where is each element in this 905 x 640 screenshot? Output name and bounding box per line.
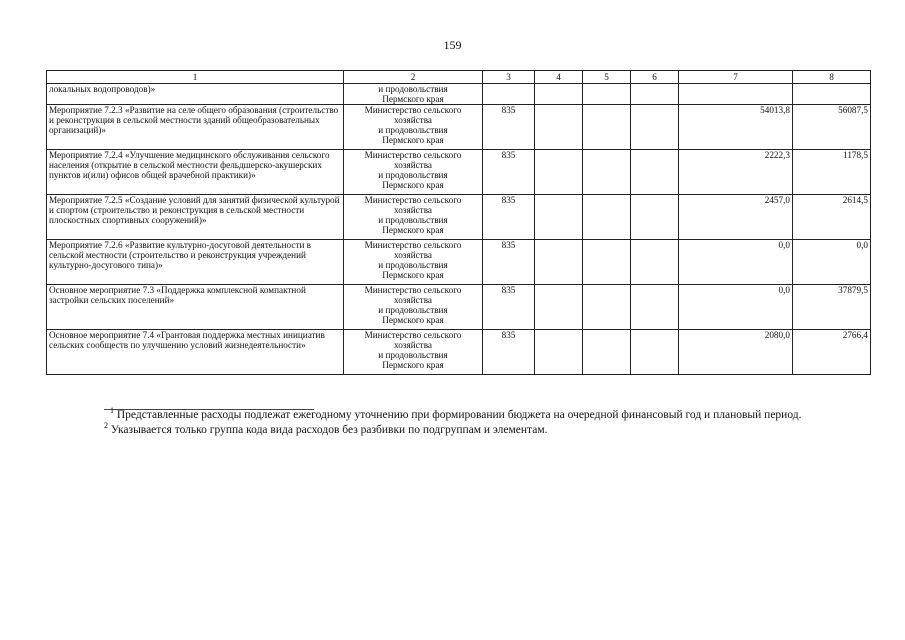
cell-col-6 [631, 285, 679, 330]
footnote-mark: 2 [104, 421, 108, 431]
header-col-4: 4 [535, 71, 583, 84]
cell-col-5 [583, 240, 631, 285]
cell-responsible: Министерство сельского хозяйства и продовольствия Пермского края [344, 285, 483, 330]
cell-amount-col-7 [679, 84, 793, 105]
cell-responsible: Министерство сельского хозяйства и продовольствия Пермского края [344, 330, 483, 375]
cell-col-6 [631, 330, 679, 375]
footnote-1 [74, 408, 864, 423]
cell-col-4 [535, 240, 583, 285]
cell-grbs-code: 835 [483, 195, 535, 240]
header-col-3: 3 [483, 71, 535, 84]
cell-activity: Основное мероприятие 7.3 «Поддержка комплексной компактной застройки сельских поселений» [47, 285, 344, 330]
cell-activity: Мероприятие 7.2.6 «Развитие культурно-досуговой деятельности в сельской местности (строительство и реконструкция учреждений культурно-досугового типа)» [47, 240, 344, 285]
cell-activity: Мероприятие 7.2.3 «Развитие на селе общего образования (строительство и реконструкция в сельской местности зданий общеобразовательных организаций)» [47, 105, 344, 150]
header-col-6: 6 [631, 71, 679, 84]
cell-grbs-code: 835 [483, 285, 535, 330]
cell-col-5 [583, 105, 631, 150]
header-col-8: 8 [793, 71, 871, 84]
cell-amount-col-8: 2614,5 [793, 195, 871, 240]
header-col-5: 5 [583, 71, 631, 84]
cell-col-5 [583, 150, 631, 195]
cell-amount-col-7: 2457,0 [679, 195, 793, 240]
cell-activity: Основное мероприятие 7.4 «Грантовая поддержка местных инициатив сельских сообществ по улучшению условий жизнедеятельности» [47, 330, 344, 375]
header-col-7: 7 [679, 71, 793, 84]
cell-grbs-code: 835 [483, 330, 535, 375]
table-body [47, 84, 871, 375]
cell-amount-col-8: 0,0 [793, 240, 871, 285]
cell-amount-col-7: 0,0 [679, 285, 793, 330]
cell-amount-col-7: 54013,8 [679, 105, 793, 150]
cell-col-4 [535, 285, 583, 330]
cell-amount-col-7: 2080,0 [679, 330, 793, 375]
cell-activity: локальных водопроводов)» [47, 84, 344, 105]
cell-col-5 [583, 195, 631, 240]
cell-col-4 [535, 84, 583, 105]
cell-amount-col-8 [793, 84, 871, 105]
cell-activity: Мероприятие 7.2.5 «Создание условий для занятий физической культурой и спортом (строительство и реконструкция в сельской местности плоскостных спортивных сооружений)» [47, 195, 344, 240]
cell-col-4 [535, 150, 583, 195]
cell-grbs-code: 835 [483, 240, 535, 285]
table-row [47, 150, 871, 195]
table-row [47, 330, 871, 375]
header-col-2: 2 [344, 71, 483, 84]
footnote-2 [74, 423, 864, 438]
cell-amount-col-7: 0,0 [679, 240, 793, 285]
cell-amount-col-8: 56087,5 [793, 105, 871, 150]
table-row [47, 105, 871, 150]
table-row [47, 84, 871, 105]
cell-col-6 [631, 195, 679, 240]
footnotes [74, 408, 864, 438]
cell-responsible: Министерство сельского хозяйства и продовольствия Пермского края [344, 105, 483, 150]
cell-amount-col-7: 2222,3 [679, 150, 793, 195]
cell-col-6 [631, 240, 679, 285]
cell-responsible: и продовольствия Пермского края [344, 84, 483, 105]
table-header-row [47, 71, 871, 84]
table-row [47, 285, 871, 330]
cell-col-6 [631, 84, 679, 105]
cell-col-6 [631, 105, 679, 150]
cell-amount-col-8: 2766,4 [793, 330, 871, 375]
cell-responsible: Министерство сельского хозяйства и продовольствия Пермского края [344, 150, 483, 195]
budget-table [46, 70, 871, 375]
cell-col-6 [631, 150, 679, 195]
cell-grbs-code [483, 84, 535, 105]
cell-col-5 [583, 330, 631, 375]
cell-col-5 [583, 285, 631, 330]
cell-responsible: Министерство сельского хозяйства и продовольствия Пермского края [344, 195, 483, 240]
cell-grbs-code: 835 [483, 150, 535, 195]
table-row [47, 195, 871, 240]
cell-grbs-code: 835 [483, 105, 535, 150]
cell-amount-col-8: 1178,5 [793, 150, 871, 195]
footnote-text: Представленные расходы подлежат ежегодному уточнению при формировании бюджета на очередной финансовый год и плановый период. [116, 409, 802, 421]
cell-col-4 [535, 105, 583, 150]
header-col-1: 1 [47, 71, 344, 84]
cell-col-4 [535, 195, 583, 240]
cell-col-4 [535, 330, 583, 375]
cell-amount-col-8: 37879,5 [793, 285, 871, 330]
cell-col-5 [583, 84, 631, 105]
cell-responsible: Министерство сельского хозяйства и продовольствия Пермского края [344, 240, 483, 285]
footnote-text: Указывается только группа кода вида расходов без разбивки по подгруппам и элементам. [110, 424, 548, 436]
footnote-mark: 1 [110, 406, 114, 416]
page-number: 159 [443, 38, 462, 52]
table-row [47, 240, 871, 285]
cell-activity: Мероприятие 7.2.4 «Улучшение медицинского обслуживания сельского населения (открытие в сельской местности фельдшерско-акушерских пунктов и(или) офисов общей врачебной практики)» [47, 150, 344, 195]
